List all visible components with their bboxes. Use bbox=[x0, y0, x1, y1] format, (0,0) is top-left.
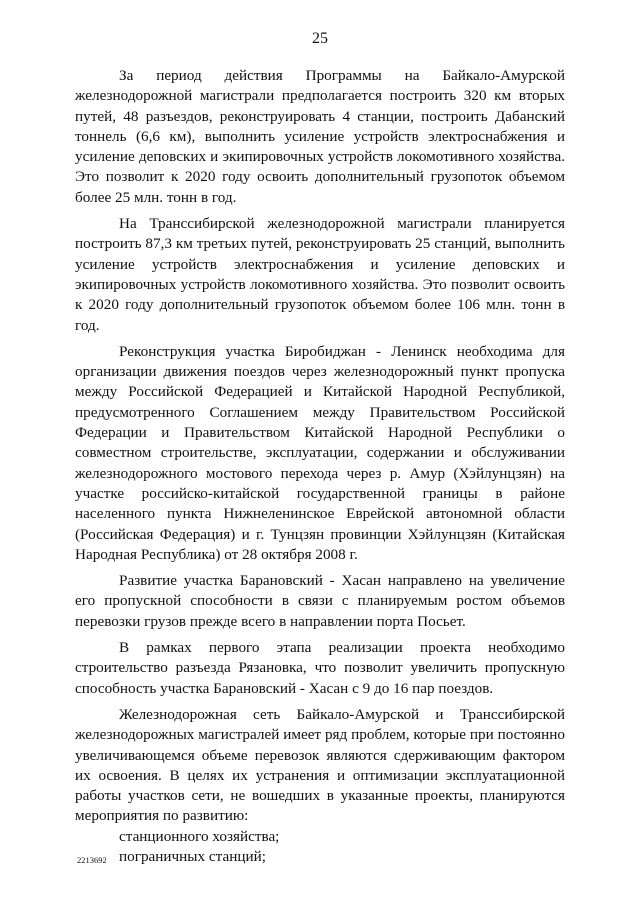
paragraph-ryazanovka: В рамках первого этапа реализации проекта необходимо строительство разъезда Рязановка, что позволит увеличить пропускную способность участка Барановский - Хасан с 9 до 16 пар поездов. bbox=[75, 639, 565, 697]
paragraph-baranovsky-khasan: Развитие участка Барановский - Хасан направлено на увеличение его пропускной способности в связи с планируемым ростом объемов перевозки грузов прежде всего в направлении порта Посьет. bbox=[75, 572, 565, 630]
paragraph-transsib: На Транссибирской железнодорожной магистрали планируется построить 87,3 км третьих путей, реконструировать 25 станций, выполнить усиление устройств электроснабжения и усиление деповских и экипировочных устройств локомотивного хозяйства. Это позволит освоить к 2020 году дополнительный грузопоток объемом более 106 млн. тонн в год. bbox=[75, 215, 565, 334]
document-body bbox=[75, 66, 565, 867]
page-number: 25 bbox=[312, 30, 328, 47]
development-measures-list bbox=[75, 827, 565, 868]
paragraph-network-problems: Железнодорожная сеть Байкало-Амурской и Транссибирской железнодорожных магистралей имеет ряд проблем, которые при постоянно увеличивающемся объеме перевозок являются сдерживающим фактором их освоения. В целях их устранения и оптимизации эксплуатационной работы участков сети, не вошедших в указанные проекты, планируются мероприятия по развитию: bbox=[75, 705, 565, 825]
paragraph-birobidzhan-leninsk: Реконструкция участка Биробиджан - Ленинск необходима для организации движения поездов через железнодорожный пункт пропуска между Российской Федерацией и Китайской Народной Республикой, предусмотренного Соглашением между Правительством Российской Федерации и Правительством Китайской Народной Республики о совместном строительстве, эксплуатации, содержании и обслуживании железнодорожного мостового перехода через р. Амур (Хэйлунцзян) на участке российско-китайской государственной границы в районе населенного пункта Нижнеленинское Еврейской автономной области (Российская Федерация) и г. Тунцзян провинции Хэйлунцзян (Китайская Народная Республика) от 28 октября 2008 г. bbox=[75, 342, 565, 563]
document-code: 2213692 bbox=[77, 855, 107, 865]
paragraph-bam: За период действия Программы на Байкало-Амурской железнодорожной магистрали предполагается построить 320 км вторых путей, 48 разъездов, реконструировать 4 станции, построить Дабанский тоннель (6,6 км), выполнить усиление устройств электроснабжения и усиление деповских и экипировочных устройств локомотивного хозяйства. Это позволит к 2020 году освоить дополнительный грузопоток объемом более 25 млн. тонн в год. bbox=[75, 67, 565, 206]
list-item: пограничных станций; bbox=[119, 847, 266, 865]
list-item: станционного хозяйства; bbox=[119, 827, 280, 845]
